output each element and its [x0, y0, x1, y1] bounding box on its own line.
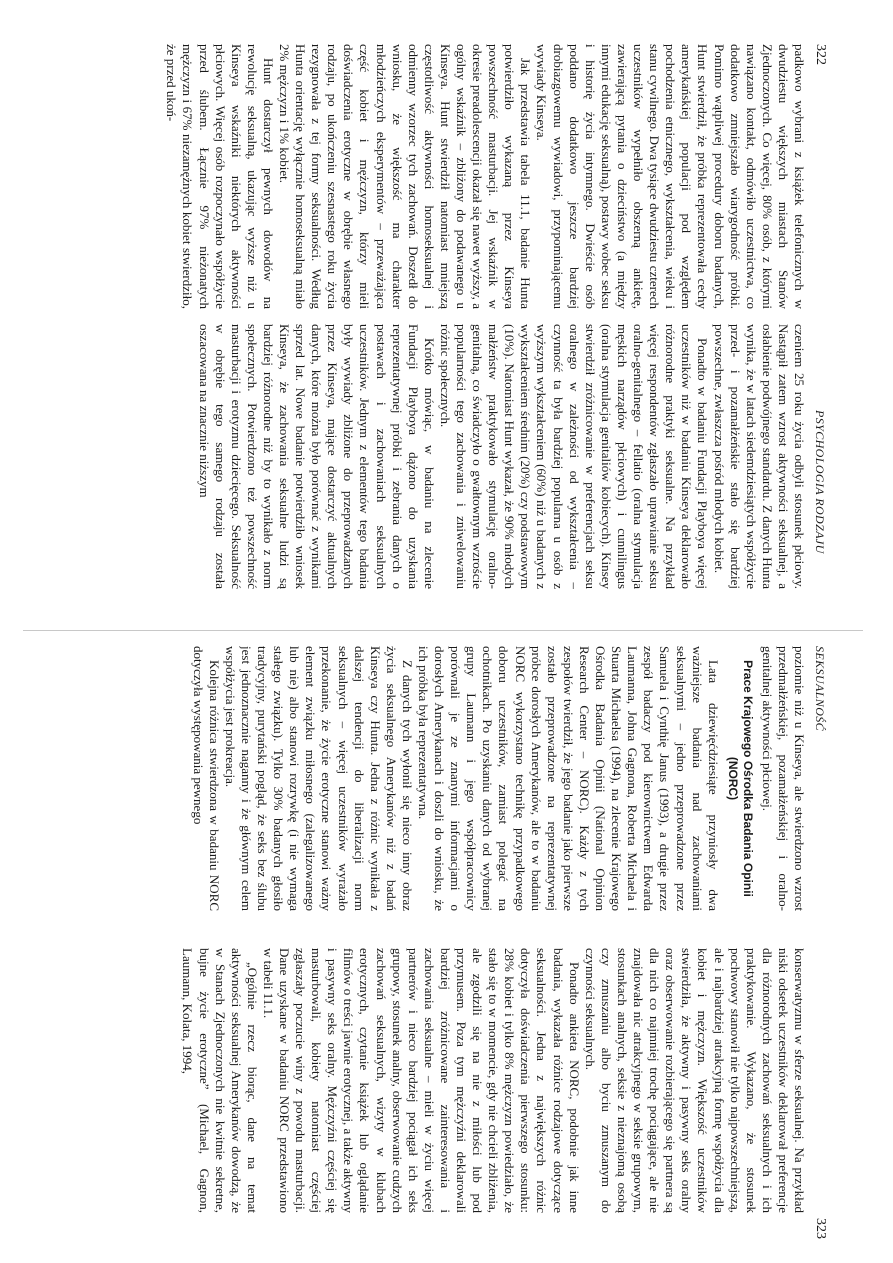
left-column-2 [7, 324, 807, 589]
paragraph: Ponadto w badaniu Fundacji Playboya więcej uczestników niż w badaniu Kinseya deklarowało różnorodne praktyki seksualne. Na przykład więcej respondentów zgłaszało uprawianie seksu oralno-genitalnego – fellatio (oralna stymulacja męskich narządów płciowych) i cunnilingus (oralna stymulacja genitaliów kobiecych). Kinsey stwierdził zróżnicowanie w preferencjach seksu oralnego w zależności od wykształcenia – czynność ta była bardziej popularna u osób z wyższym wykształceniem (60%) niż u badanych z wykształceniem średnim (20%) czy podstawowym (10%). Natomiast Hunt wykazał, że 90% młodych małżeństw praktykowało stymulację oralno-genitalną, co świadczyło o gwałtownym wzroście popularności tego zachowania i zniwelowaniu różnic społecznych. [437, 324, 711, 589]
left-page-number: 322 [813, 44, 828, 65]
paragraph: Ponadto ankieta NORC, podobnie jak inne badania, wykazała różnice rodzajowe dotyczące seksualności. Jedna z największych różnic dotyczyła doświadczenia pierwszego stosunku: 28% kobiet i tylko 8% mężczyzn powiedziało, że stało się to w momencie, gdy nie chcieli zbliżenia, ale zgodzili się na nie z miłości lub pod przymusem. Poza tym mężczyźni deklarowali bardziej zróżnicowane zainteresowania i zachowania seksualne – mieli w życiu więcej partnerów i nieco bardziej pociągał ich seks grupowy, stosunek analny, obserwowanie cudzych zachowań seksualnych, wizyty w klubach erotycznych, czytanie książek lub oglądanie filmów o treści jawnie erotycznej, a także aktywny i pasywny seks oralny. Mężczyźni częściej się masturbowali, kobiety natomiast częściej zgłaszały poczucie winy z powodu masturbacji. Dane uzyskane w badaniu NORC przedstawiono w tabeli 11.1. [260, 948, 582, 1213]
right-column-2 [7, 948, 807, 1213]
section-heading: Prace Krajowego Ośrodka Badania Opinii (NORC) [725, 660, 755, 897]
paragraph: poziomie niż u Kinseya, ale stwierdzono wzrost przedmałżeńskiej, pozamałżeńskiej i oralno-genitalnej aktywności płciowej. [759, 646, 807, 911]
right-running-head: SEKSUALNOŚĆ [813, 646, 827, 732]
paragraph: Kolejna różnica stwierdzona w badaniu NORC dotyczyła występowania pewnego [190, 646, 222, 911]
paragraph: czeniem 25 roku życia odbyli stosunek płciowy. Nastąpił zatem wzrost aktywności seksualnej, a osłabienie podwójnego standardu. Z danych Hunta wynika, że w latach siedemdziesiątych współżycie przed- i pozamałżeńskie stało się bardziej powszechne, zwłaszcza pośród młodych kobiet. [711, 324, 807, 589]
paragraph: padkowo wybrani z książek telefonicznych w dwudziestu większych miastach Stanów Zjednoczonych. Co więcej, 80% osób, z którymi nawiązano kontakt, odmówiło uczestnictwa, co dodatkowo zmniejszało wiarygodność próbki. Pomimo wątpliwej procedury doboru badanych, Hunt stwierdził, że próbka reprezentowała cechy amerykańskiej populacji pod względem pochodzenia etnicznego, wykształcenia, wieku i stanu cywilnego. Dwa tysiące dwudziestu czterech uczestników wypełniło obszerną ankietę, zawierającą pytania o dzieciństwo (a między innymi edukację seksualną), postawy wobec seksu i historię życia intymnego. Dwieście osób poddano dodatkowo jeszcze bardziej drobiazgowemu wywiadowi, przypominającemu wywiady Kinseya. [534, 44, 807, 309]
left-running-head: PSYCHOLOGIA RODZAJU [813, 410, 827, 554]
paragraph: Z danych tych wyłonił się nieco inny obraz życia seksualnego Amerykanów niż z badań Kinseya czy Hunta. Jedna z różnic wynikała z dalszej tendencji do liberalizacji norm seksualnych – więcej uczestników wyrażało przekonanie, że życie erotyczne stanowi ważny element związku miłosnego (zalegalizowanego lub nie) albo stanowi rozrywkę (i nie wymaga stałego związku). Tylko 30% badanych głosiło tradycyjny, purytański pogląd, że seks bez ślubu jest jednoznacznie naganny i że głównym celem współżycia jest prokreacja. [222, 646, 415, 911]
right-page-number: 323 [813, 1218, 828, 1239]
paragraph: Krótko mówiąc, w badaniu na zlecenie Fundacji Playboya dążono do uzyskania reprezentatywnej próbki i zebrania danych o postawach i zachowaniach seksualnych uczestników. Jednym z elementów tego badania były wywiady zbliżone do przeprowadzanych przez Kinseya, mające dostarczyć aktualnych danych, które można było porównać z wynikami sprzed lat. Nowe badanie potwierdziło wniosek Kinseya, że zachowania seksualne ludzi są bardziej różnorodne niż by to wynikało z norm społecznych. Potwierdzono też powszechność masturbacji i erotyzmu dziecięcego. Seksualność w obrębie tego samego rodzaju została oszacowana na znacznie niższym [196, 324, 437, 589]
paragraph: konserwatyzmu w sferze seksualnej. Na przykład niski odsetek uczestników deklarował preferencje dla różnorodnych zachowań seksualnych i ich praktykowanie. Wykazano, że stosunek pochwowy stanowił nie tylko najpowszechniejszą, ale i najbardziej atrakcyjną formę współżycia dla kobiet i mężczyzn. Większość uczestników stwierdziła, że aktywny i pasywny seks oralny oraz obserwowanie rozbierającego się partnera są dla nich co najmniej trochę pociągające, ale nie znajdowała nic atrakcyjnego w seksie grupowym, stosunkach analnych, seksie z nieznajomą osobą czy zmuszaniu albo byciu zmuszanym do czynności seksualnych. [582, 948, 807, 1213]
paragraph: Lata dziewięćdziesiąte przyniosły dwa ważniejsze badania nad zachowaniami seksualnymi – jedno przeprowadzone przez Samuela i Cynthię Janus (1993), a drugie przez zespół badaczy pod kierownictwem Edwarda Laumanna, Johna Gagnona, Roberta Michaela i Stuarta Michaelsa (1994), na zlecenie Krajowego Ośrodka Badania Opinii (National Opinion Research Center – NORC). Każdy z tych zespołów twierdził, że jego badanie jako pierwsze zostało przeprowadzone na reprezentatywnej próbce dorosłych Amerykanów, ale to w badaniu NORC wykorzystano technikę przypadkowego doboru uczestników, zamiast polegać na ochotnikach. Po uzyskaniu danych od wybranej grupy Laumann i jego współpracownicy porównali je ze znanymi informacjami o dorosłych Amerykanach i doszli do wniosku, że ich próbka była reprezentatywna. [416, 646, 721, 911]
right-column-1 [7, 646, 807, 911]
left-column-1 [7, 44, 807, 309]
paragraph: Hunt dostarczył pewnych dowodów na rewolucję seksualną, ukazując wyższe niż u Kinseya wskaźniki niektórych aktywności płciowych. Więcej osób rozpoczynało współżycie przed ślubem. Łącznie 97% nieżonatych mężczyzn i 67% niezamężnych kobiet stwierdziło, że przed ukoń- [164, 44, 276, 309]
paragraph: Jak przedstawia tabela 11.1, badanie Hunta potwierdziło wykazaną przez Kinseya powszechność masturbacji. Jej wskaźnik w okresie preadolescencji okazał się nawet wyższy, a ogólny wskaźnik – zbliżony do podawanego u Kinseya. Hunt stwierdził natomiast mniejszą częstotliwość aktywności homoseksualnej i odmienny wzorzec tych zachowań. Doszedł do wniosku, że większość ma charakter młodzieńczych eksperymentów – przeważająca część kobiet i mężczyzn, którzy mieli doświadczenia erotyczne w obrębie własnego rodzaju, po ukończeniu szesnastego roku życia rezygnowała z tej formy seksualności. Według Hunta orientację wyłącznie homoseksualną miało 2% mężczyzn i 1% kobiet. [277, 44, 534, 309]
paragraph: „Ogólnie rzecz biorąc, dane na temat aktywności seksualnej Amerykanów dowodzą, że w Stanach Zjednoczonych nie kwitnie sekretne, bujne życie erotyczne” (Michael, Gagnon, Laumann, Kolata, 1994, [180, 948, 260, 1213]
page-fold-divider [23, 630, 863, 631]
right-page [0, 632, 893, 1263]
